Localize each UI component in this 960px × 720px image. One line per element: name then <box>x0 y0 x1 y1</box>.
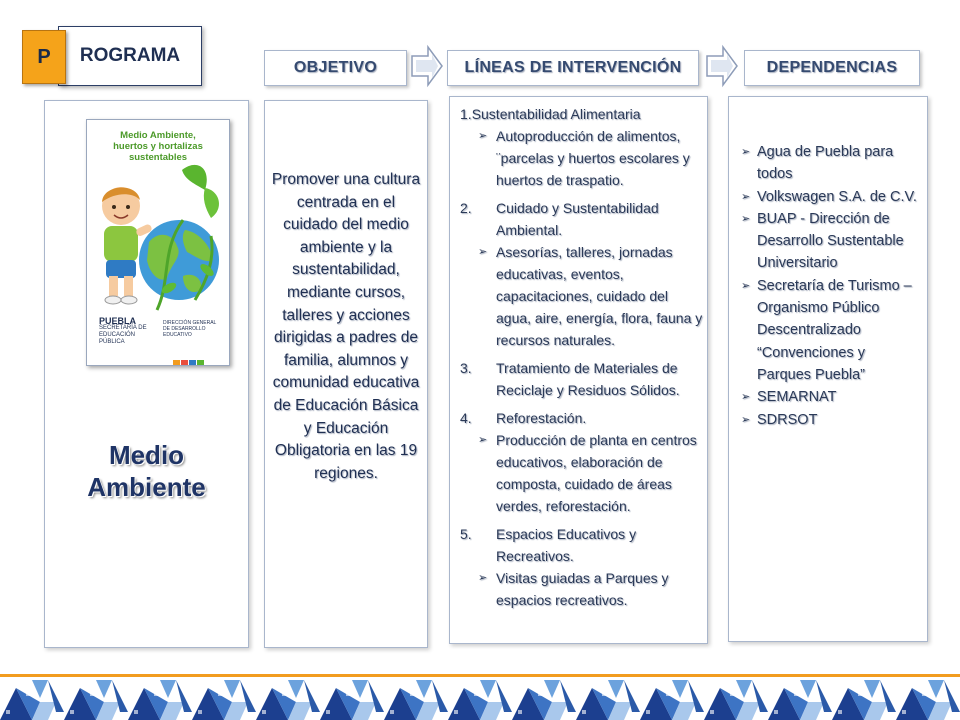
dependency-item <box>741 141 921 186</box>
chevron-right-icon: ➢ <box>741 212 751 225</box>
chevron-right-icon: ➢ <box>478 572 488 584</box>
line-label: Sustentabilidad Alimentaria <box>471 106 641 122</box>
dependency-text: BUAP - Dirección de Desarrollo Sustentable Universitario <box>757 210 904 272</box>
line-number: 5. <box>460 526 472 542</box>
dependency-item <box>741 186 921 208</box>
dependency-text: Secretaría de Turismo – Organismo Público Descentralizado “Convenciones y Parques Puebla” <box>757 277 912 383</box>
poster-title-line: huertos y hortalizas <box>113 141 203 152</box>
intervention-line <box>460 357 705 401</box>
intervention-line <box>460 407 705 429</box>
intervention-subitem <box>460 429 705 517</box>
chevron-right-icon: ➢ <box>741 190 751 203</box>
program-title-letter: P <box>37 45 51 68</box>
line-number: 1. <box>460 106 472 122</box>
subitem-text: Autoproducción de alimentos, ¨parcelas y huertos escolares y huertos de traspatio. <box>496 128 690 188</box>
chevron-right-icon: ➢ <box>741 413 751 426</box>
program-title-letter-box <box>22 30 66 84</box>
line-label: Cuidado y Sustentabilidad Ambiental. <box>496 200 659 238</box>
poster-title-line: sustentables <box>128 152 188 163</box>
chevron-right-icon: ➢ <box>741 146 751 158</box>
logo-name: PUEBLA <box>99 316 137 326</box>
intervention-subitem <box>460 241 705 351</box>
program-name-line: Ambiente <box>87 472 206 502</box>
dependency-text: SDRSOT <box>757 411 818 428</box>
line-label: Espacios Educativos y Recreativos. <box>496 526 637 564</box>
logo-sub: SECRETARÍA DE EDUCACIÓN PÚBLICA <box>99 325 147 345</box>
footer-pattern-decoration <box>0 680 960 720</box>
chevron-right-icon: ➢ <box>478 246 488 258</box>
intervention-lines-panel <box>449 96 708 644</box>
header-objetivo <box>264 50 407 86</box>
header-lineas <box>447 50 699 86</box>
chevron-right-icon: ➢ <box>478 434 488 446</box>
objective-panel <box>264 100 428 648</box>
poster-direction: DIRECCIÓN GENERAL DE DESARROLLO EDUCATIVO <box>163 320 217 338</box>
program-panel <box>44 100 249 648</box>
dependency-item <box>741 386 921 408</box>
intervention-subitem <box>460 567 705 611</box>
intervention-subitem <box>460 125 705 191</box>
arrow-right-icon <box>410 44 444 88</box>
objective-text: Promover una cultura centrada en el cuidado del medio ambiente y la sustentabilidad, mediante cursos, talleres y acciones dirigidas a padres de familia, alumnos y comunidad educativa de Educación Básica y Educación Obligatoria en las 19 regiones. <box>271 171 421 482</box>
line-label: Reforestación. <box>496 410 587 426</box>
header-dependencias-label: DEPENDENCIAS <box>766 59 898 76</box>
line-number: 2. <box>460 200 472 216</box>
intervention-line <box>460 197 705 241</box>
footer-orange-line <box>0 674 960 677</box>
intervention-line <box>460 523 705 567</box>
subitem-text: Visitas guiadas a Parques y espacios recreativos. <box>496 570 669 608</box>
program-name-line: Medio <box>108 440 185 470</box>
arrow-right-icon <box>705 44 739 88</box>
color-squares-decoration <box>173 352 205 366</box>
header-objetivo-label: OBJETIVO <box>293 59 378 76</box>
child-and-earth-illustration <box>87 160 229 320</box>
dependency-item <box>741 275 921 386</box>
program-title-box <box>58 26 202 86</box>
dependency-text: SEMARNAT <box>757 389 837 406</box>
dependency-item <box>741 409 921 431</box>
program-poster <box>86 119 230 366</box>
header-dependencias <box>744 50 920 86</box>
chevron-right-icon: ➢ <box>741 391 751 404</box>
dependencies-panel <box>728 96 928 642</box>
sep-puebla-logo <box>99 318 159 346</box>
intervention-line <box>460 103 705 125</box>
program-name <box>45 439 248 503</box>
header-lineas-label: LÍNEAS DE INTERVENCIÓN <box>464 59 682 76</box>
poster-title-line: Medio Ambiente, <box>120 130 196 141</box>
line-label: Tratamiento de Materiales de Reciclaje y Residuos Sólidos. <box>496 360 680 398</box>
program-title: ROGRAMA <box>79 45 181 66</box>
dependency-item <box>741 208 921 275</box>
line-number: 3. <box>460 360 472 376</box>
line-number: 4. <box>460 410 472 426</box>
chevron-right-icon: ➢ <box>741 279 751 292</box>
subitem-text: Asesorías, talleres, jornadas educativas, eventos, capacitaciones, cuidado del agua, aire, energía, flora, fauna y recursos naturales. <box>496 244 703 348</box>
poster-title <box>87 130 229 163</box>
chevron-right-icon: ➢ <box>478 130 488 142</box>
subitem-text: Producción de planta en centros educativos, elaboración de composta, cuidado de áreas verdes, reforestación. <box>496 432 697 514</box>
dependency-text: Agua de Puebla para todos <box>757 144 894 183</box>
dependency-text: Volkswagen S.A. de C.V. <box>757 188 917 205</box>
